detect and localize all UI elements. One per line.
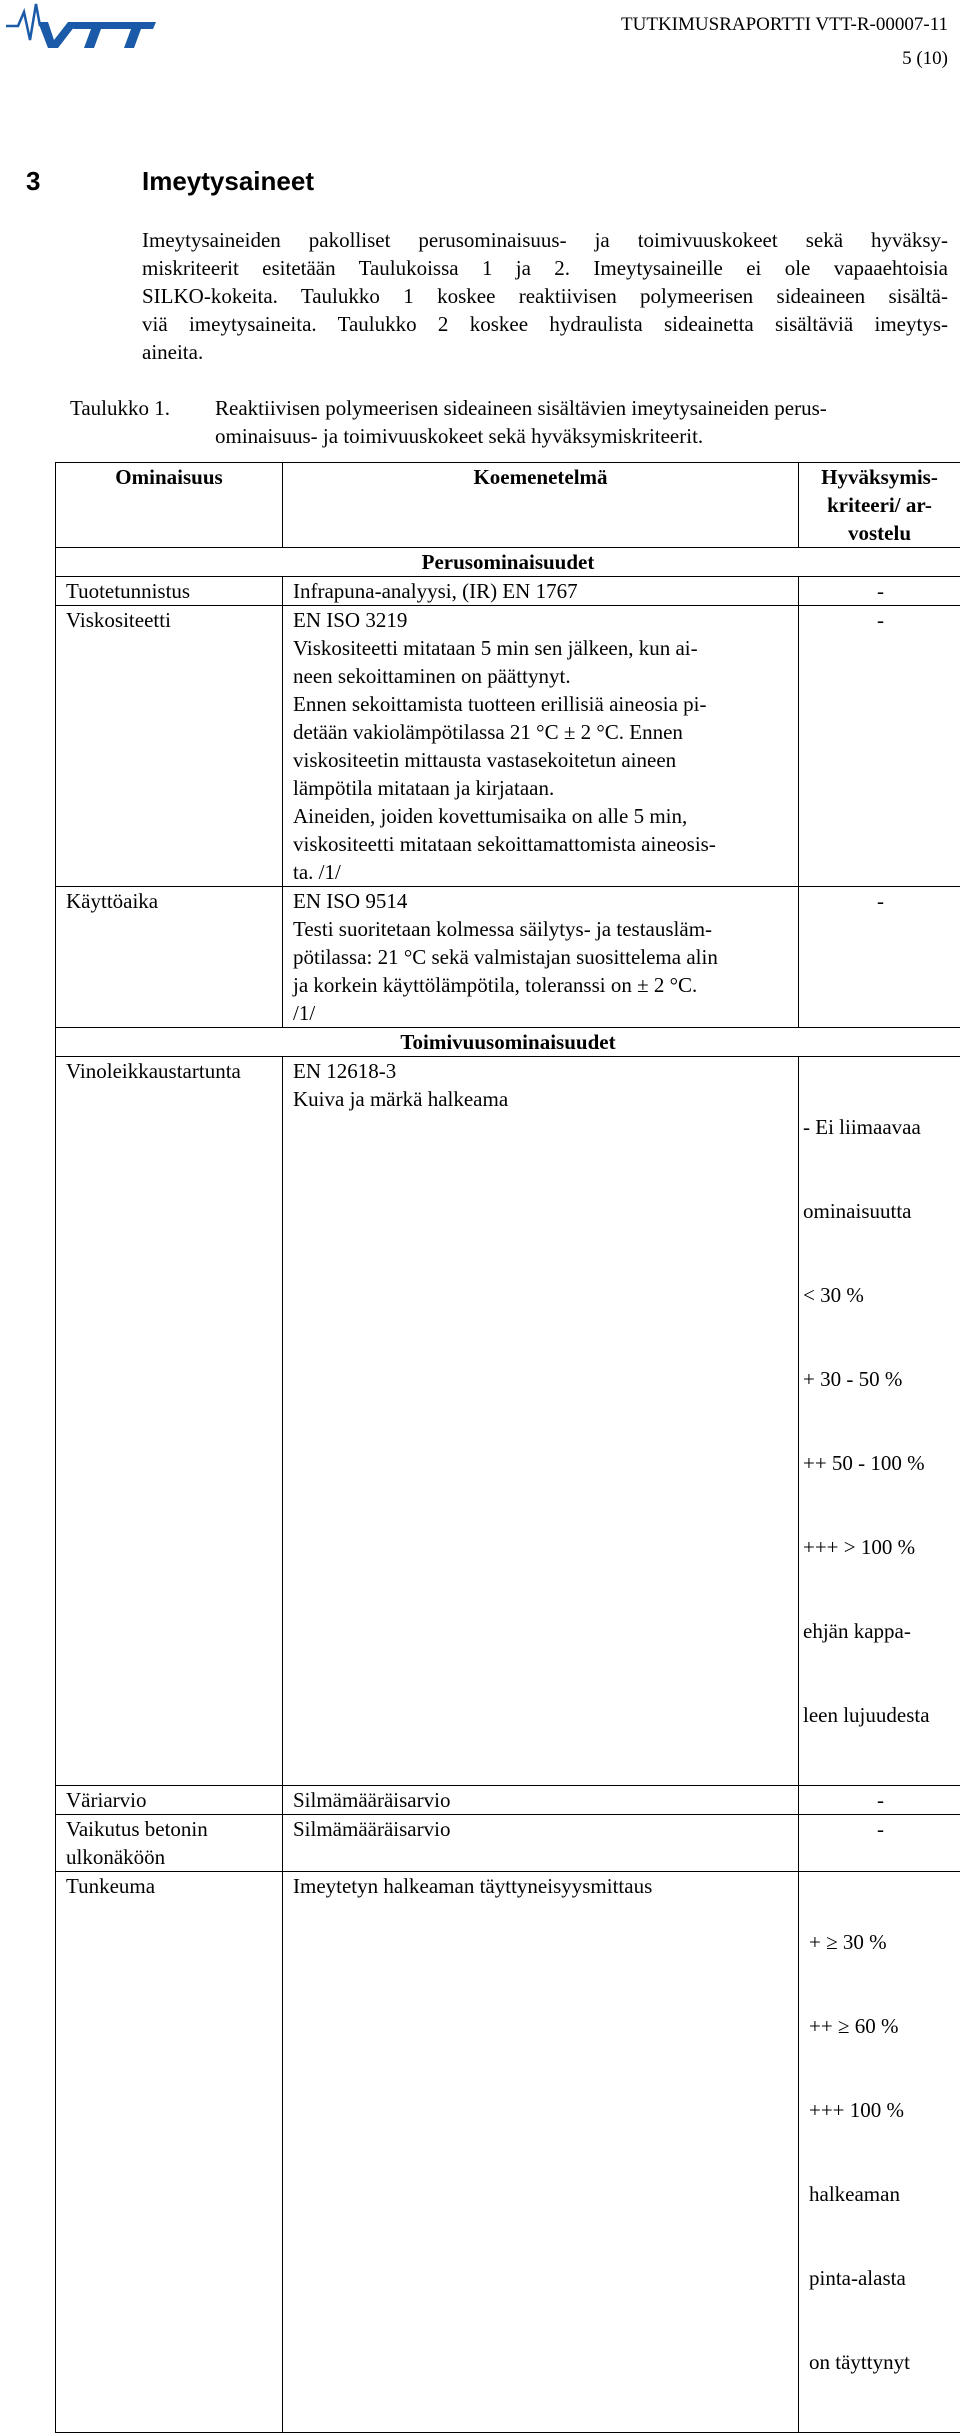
cell-property: Vinoleikkaustartunta bbox=[56, 1057, 283, 1786]
table-row bbox=[56, 606, 960, 887]
header-property: Ominaisuus bbox=[56, 463, 283, 548]
cell-property: Vaikutus betonin ulkonäköön bbox=[56, 1815, 283, 1872]
intro-line: viä imeytysaineita. Taulukko 2 koskee hydraulista sideainetta sisältäviä imeytys- bbox=[142, 310, 948, 338]
cell-method: Silmämääräisarvio bbox=[283, 1815, 799, 1872]
intro-line: miskriteerit esitetään Taulukoissa 1 ja 2. Imeytysaineille ei ole vapaaehtoisia bbox=[142, 254, 948, 282]
cell-criteria: - bbox=[799, 1815, 960, 1872]
table-row bbox=[56, 577, 960, 606]
cell-property: Käyttöaika bbox=[56, 887, 283, 1028]
caption-label: Taulukko 1. bbox=[70, 394, 170, 422]
cell-method: Silmämääräisarvio bbox=[283, 1786, 799, 1815]
cell-method: EN ISO 3219 Viskositeetti mitataan 5 min sen jälkeen, kun ai- neen sekoittaminen on päättynyt. Ennen sekoittamista tuotteen erillisiä aineosia pi- detään vakiolämpötilassa 21 °C ± 2 °C. Ennen viskositeetin mittausta vastasekoitetun aineen lämpötila mitataan ja kirjataan. Aineiden, joiden kovettumisaika on alle 5 min, viskositeetti mitataan sekoittamattomista aineosis- ta. /1/ bbox=[283, 606, 799, 887]
header-criteria: Hyväksymis- kriteeri/ ar- vostelu bbox=[799, 463, 960, 548]
cell-method: Imeytetyn halkeaman täyttyneisyysmittaus bbox=[283, 1872, 799, 2433]
cell-property: Väriarvio bbox=[56, 1786, 283, 1815]
cell-criteria: - bbox=[799, 577, 960, 606]
intro-line: SILKO-kokeita. Taulukko 1 koskee reaktiivisen polymeerisen sideaineen sisältä- bbox=[142, 282, 948, 310]
group-row bbox=[56, 548, 960, 577]
cell-criteria: - bbox=[799, 606, 960, 887]
group-row bbox=[56, 1028, 960, 1057]
cell-property: Tuotetunnistus bbox=[56, 577, 283, 606]
caption-line: Reaktiivisen polymeerisen sideaineen sisältävien imeytysaineiden perus- bbox=[215, 394, 940, 422]
cell-criteria: + ≥ 30 % ++ ≥ 60 % +++ 100 % halkeaman pinta-alasta on täyttynyt bbox=[799, 1872, 960, 2433]
table-row bbox=[56, 887, 960, 1028]
intro-line: Imeytysaineiden pakolliset perusominaisuus- ja toimivuuskokeet sekä hyväksy- bbox=[142, 226, 948, 254]
intro-line: aineita. bbox=[142, 338, 948, 366]
cell-property: Tunkeuma bbox=[56, 1872, 283, 2433]
table-header-row bbox=[56, 463, 960, 548]
cell-method: EN 12618-3 Kuiva ja märkä halkeama bbox=[283, 1057, 799, 1786]
section-number: 3 bbox=[26, 166, 142, 197]
cell-method: EN ISO 9514 Testi suoritetaan kolmessa säilytys- ja testausläm- pötilassa: 21 °C sekä valmistajan suosittelema alin ja korkein käyttölämpötila, toleranssi on ± 2 °C. /1/ bbox=[283, 887, 799, 1028]
cell-criteria: - bbox=[799, 887, 960, 1028]
group-basic-properties: Perusominaisuudet bbox=[56, 548, 960, 577]
section-heading bbox=[26, 166, 314, 197]
page-header bbox=[621, 8, 948, 76]
section-title: Imeytysaineet bbox=[142, 166, 314, 196]
caption-line: ominaisuus- ja toimivuuskokeet sekä hyväksymiskriteerit. bbox=[215, 422, 940, 450]
intro-paragraph bbox=[142, 226, 948, 366]
page-number: 5 (10) bbox=[621, 42, 948, 76]
table-row bbox=[56, 1057, 960, 1786]
vtt-logo bbox=[4, 0, 156, 54]
cell-method: Infrapuna-analyysi, (IR) EN 1767 bbox=[283, 577, 799, 606]
cell-criteria: - Ei liimaavaa ominaisuutta < 30 % + 30 - 50 % ++ 50 - 100 % +++ > 100 % ehjän kappa- leen lujuudesta bbox=[799, 1057, 960, 1786]
table-row bbox=[56, 1786, 960, 1815]
table-row bbox=[56, 1872, 960, 2433]
header-method: Koemenetelmä bbox=[283, 463, 799, 548]
table-row bbox=[56, 1815, 960, 1872]
criteria-table bbox=[55, 462, 960, 2433]
group-performance-properties: Toimivuusominaisuudet bbox=[56, 1028, 960, 1057]
cell-criteria: - bbox=[799, 1786, 960, 1815]
cell-property: Viskositeetti bbox=[56, 606, 283, 887]
report-id: TUTKIMUSRAPORTTI VTT-R-00007-11 bbox=[621, 8, 948, 42]
